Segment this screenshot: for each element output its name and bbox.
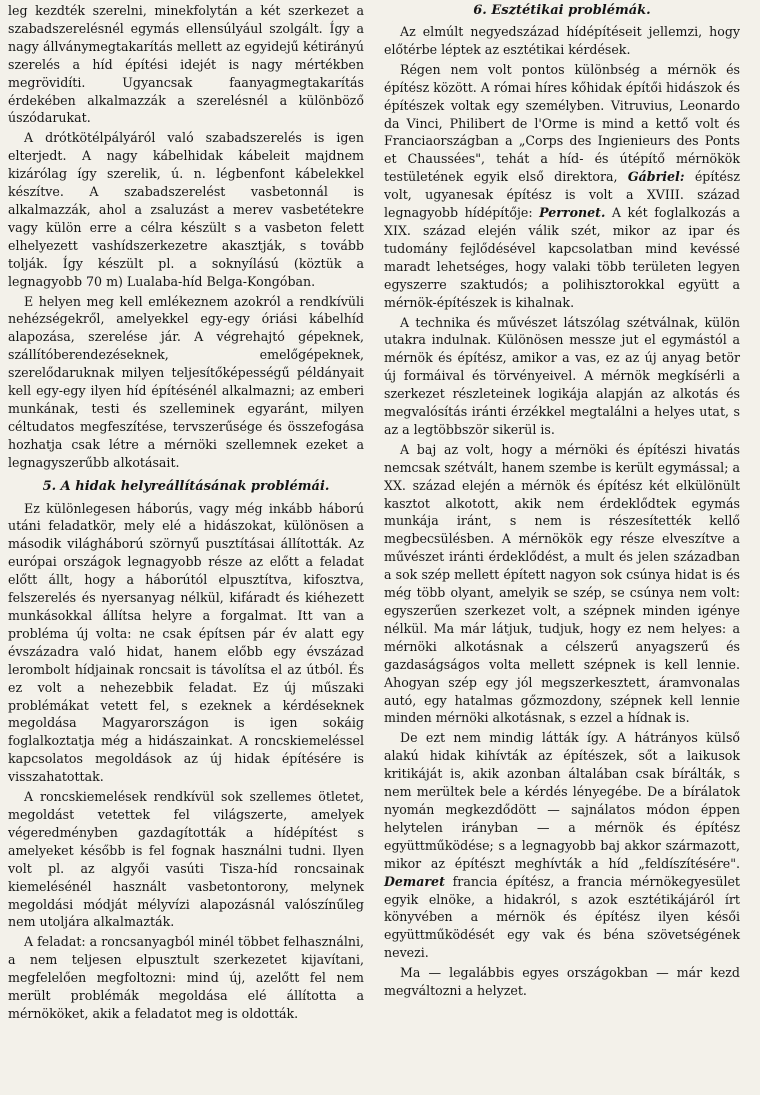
paragraph-text: A két foglalkozás a XIX. század elején válik szét, mikor az ipar és tudomány fejlődésével kapcsolatban mind kevéssé maradt lehetséges, hogy valaki több területen legyen egyszerre szaktudós; a polihisztorokkal együtt a mérnök-építészek is kihalnak. [384,205,740,310]
paragraph: A feladat: a roncsanyagból minél többet felhasználni, a nem teljesen elpusztult szerkezetet kijavítani, megfelelően megfoltozni: mind új, azelőtt fel nem merült problémák megoldása elé állította a mérnököket, akik a feladatot meg is oldották. [8,934,364,1021]
paragraph: E helyen meg kell emlékeznem azokról a rendkívüli nehézségekről, amelyekkel egy-egy óriási kábelhíd alapozása, szerelése jár. A végrehajtó gépeknek, szállítóberendezéseknek, emelőgépeknek, szerelődaruknak milyen teljesítőképességű példányait kell egy-egy ilyen híd építésénél alkalmazni; az emberi munkának, testi és szelleminek egyaránt, milyen céltudatos megfeszítése, tervszerűsége és összefogása hozhatja csak létre a mérnöki szellemnek ezeket a legnagyszerűbb alkotásait. [8,293,364,470]
section-heading-5: 5. A hidak helyreállításának problémái. [42,478,330,494]
paragraph-text: De ezt nem mindig látták így. A hátrányos külső alakú hidak kihívták az építészek, sőt a laikusok kritikáját is, akik azonban általában csak bírálták, s nem merültek bele a kérdés lényegébe. De a bírálatok nyomán megkezdődött — sajnálatos módon éppen helytelen irányban — a mérnök és építész együttműködése; s a legnagyobb baj akkor származott, mikor az építészt meghívták a híd „feldíszítésére". [384,730,740,871]
paragraph-text: építész volt, ugyanesak építész is volt a XVIII. század legnagyobb hídépítője: [384,169,740,221]
paragraph-text: Régen nem volt pontos különbség a mérnök és építész között. A római híres kőhidak építői hidászok és építészek voltak egy személyben. Vitruvius, Leonardo da Vinci, Philibert de l'Orme is mind a kettő volt és Franciaországban a „Corps des Ingienieurs des Ponts et Chaussées", tehát a híd- és útépítő mérnökök testületének egyik első direktora, [384,61,740,185]
person-name: Demaret [384,873,445,889]
section-heading-6: 6. Esztétikai problémák. [473,3,651,18]
paragraph: Az elmúlt negyedszázad hídépítéseit jellemzi, hogy előtérbe léptek az esztétikai kérdések. [384,24,740,57]
left-column [8,2,364,1095]
right-column [384,2,740,1095]
paragraph [384,61,740,312]
paragraph: A baj az volt, hogy a mérnöki és építészi hivatás nemcsak szétvált, hanem szembe is került egymással; a XX. század elején a mérnök és építész két elkülönült kasztot alkotott, akik nem érdeklődtek egymás munkája iránt, s nem is részesítették kellő megbecsülésben. A mérnökök egy része elveszítve a művészet iránti érdeklődést, a mult és jelen században a sok szép mellett épített nagyon sok csúnya hidat is és még több olyant, amelyik se szép, se csúnya nem volt: egyszerűen szerkezet volt, a szépnek minden igénye nélkül. Ma már látjuk, tudjuk, hogy ez nem helyes: a mérnöki alkotásnak a célszerű anyagszerű és gazdaságságos volta mellett szépnek is kell lennie. Ahogyan szép egy jól megszerkesztett, áramvonalas autó, egy hatalmas gőzmozdony, szépnek kell lennie minden mérnöki alkotásnak, s ezzel a hídnak is. [384,441,740,726]
paragraph-text: francia építész, a francia mérnökegyesület egyik elnöke, a hidakról, s azok esztétikájáról írt könyvében a mérnök és építész ilyen késői együttműködését egy vak és béna szövetségének nevezi. [384,873,740,961]
paragraph: Ez különlegesen háborús, vagy még inkább háború utáni feladatkör, mely elé a hidászokat, különösen a második világháború szörnyű pusztításai állították. Az európai országok legnagyobb része az előtt a feladat előtt állt, hogy a háborútól elpusztítva, kifosztva, felszerelés és nyersanyag nélkül, kifáradt és kiéhezett munkásokkal állítsa helyre a forgalmat. Itt van a probléma új volta: ne csak építsen pár év alatt egy évszázadra való hidat, hanem előbb egy évszázad lerombolt hídjainak roncsait is távolítsa el az útból. És ez volt a nehezebbik feladat. Ez új műszaki problémákat vetett fel, s ezeknek a kérdéseknek megoldása Magyarországon is igen sokáig foglalkoztatja még a hidászainkat. A roncskiemeléssel kapcsolatos megoldások az új hidak építésére is visszahatottak. [8,500,364,785]
paragraph: Ma — legalábbis egyes országokban — már kezd megváltozni a helyzet. [384,965,740,999]
paragraph: leg kezdték szerelni, minekfolytán a két szerkezet a szabadszerelésnél egymás ellensúlyául szolgált. Így a nagy állványmegtakarítás mellett az egyidejű kétirányú szerelés a híd építési idejét is nagy mértékben megrövidíti. Ugyancsak faanyagmegtakarítás érdekében alkalmazzák a szerelésnél a különböző úszódarukat. [8,3,364,126]
paragraph: A technika és művészet látszólag szétválnak, külön utakra indulnak. Különösen messze jut el egymástól a mérnök és építész, amikor a vas, ez az új anyag betör új formáival és törvényeivel. A mérnök megkísérli a szerkezet részleteinek logikája alapján az alkotás és megvalósítás iránti érzékkel megtalálni a helyes utat, s az a legtöbbször sikerül is. [384,314,740,437]
paragraph: A drótkötélpályáról való szabadszerelés is igen elterjedt. A nagy kábelhidak kábeleit majdnem kizárólag így szerelik, ú. n. légbenfont kábelekkel készítve. A szabadszerelést vasbetonnál is alkalmazzák, ahol a zsaluzást a merev vasbetétekre vagy külön erre a célra készült s a vasbeton felett elhelyezett vashídszerkezetre akasztják, s tovább tolják. Így készült pl. a soknyílású (köztük a legnagyobb 70 m) Lualaba-híd Belga-Kongóban. [8,130,364,289]
person-name: Gábriel: [627,169,685,185]
person-name: Perronet. [539,205,606,221]
paragraph [384,729,740,962]
paragraph: A roncskiemelések rendkívül sok szellemes ötletet, megoldást vetettek fel világszerte, amelyek végeredményben gazdagították a hídépítést s amelyeket később is fel fognak használni tudni. Ilyen volt pl. az algyői vasúti Tisza-híd roncsainak kiemelésénél használt vasbetontorony, melynek megoldási módját mélyvízi alapozásnál valószínűleg nem utoljára alkalmazták. [8,789,364,930]
